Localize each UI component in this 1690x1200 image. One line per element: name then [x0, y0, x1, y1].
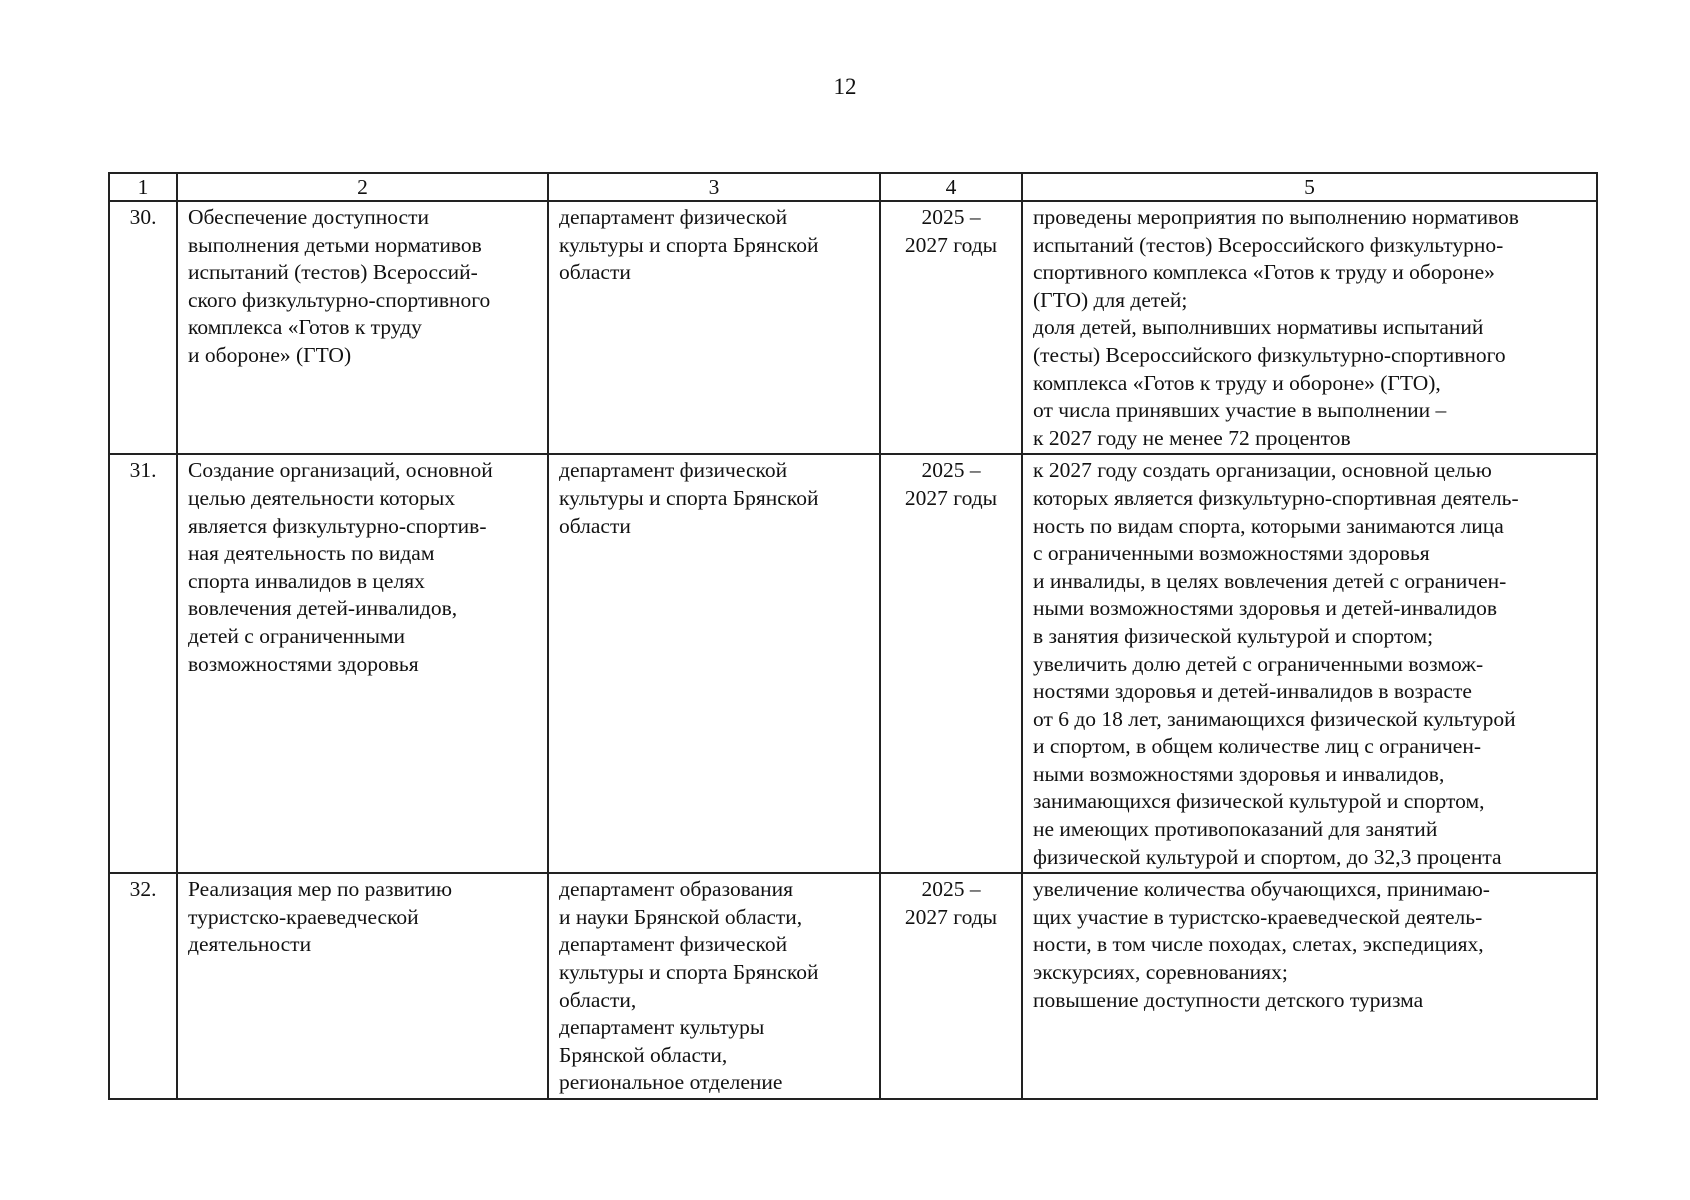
text-line: от 6 до 18 лет, занимающихся физической культурой: [1033, 706, 1516, 731]
text-line: спорта инвалидов в целях: [188, 568, 425, 593]
text-line: целью деятельности которых: [188, 485, 456, 510]
text-line: с ограниченными возможностями здоровья: [1033, 541, 1430, 566]
text-line: которых является физкультурно-спортивная деятель-: [1033, 485, 1519, 510]
text-line: области: [559, 513, 631, 538]
text-line: Обеспечение доступности: [188, 205, 429, 229]
header-cell-2: 2: [177, 173, 548, 201]
text-line: Создание организаций, основной: [188, 458, 493, 483]
text-line: туристско-краеведческой: [188, 904, 419, 929]
page-number: 12: [833, 74, 857, 99]
text-line: доля детей, выполнивших нормативы испытаний: [1033, 315, 1484, 340]
text-line: комплекса «Готов к труду: [188, 315, 422, 340]
text-line: 2025 –: [921, 205, 981, 229]
text-line: экскурсиях, соревнованиях;: [1033, 960, 1288, 985]
text-line: культуры и спорта Брянской: [559, 485, 819, 510]
text-line: 2027 годы: [904, 904, 998, 929]
period-cell: [880, 454, 1022, 873]
table-row: [109, 201, 1597, 454]
text-line: ского физкультурно-спортивного: [188, 287, 491, 312]
executor-cell: [548, 454, 880, 873]
table-body: [109, 201, 1597, 1099]
text-line: региональное отделение: [559, 1070, 783, 1095]
text-line: к 2027 году создать организации, основной целью: [1033, 458, 1492, 483]
text-line: возможностями здоровья: [188, 651, 419, 676]
text-line: ностями здоровья и детей-инвалидов в возрасте: [1033, 679, 1472, 704]
table-row: [109, 873, 1597, 1099]
result-cell: [1022, 201, 1597, 454]
text-line: 2027 годы: [904, 232, 998, 257]
text-line: культуры и спорта Брянской: [559, 232, 819, 257]
text-line: департамент физической: [559, 205, 788, 229]
measure-cell: [177, 454, 548, 873]
row-number-cell: 32.: [109, 873, 177, 1099]
header-cell-4: 4: [880, 173, 1022, 201]
text-line: спортивного комплекса «Готов к труду и обороне»: [1033, 260, 1495, 285]
text-line: культуры и спорта Брянской: [559, 960, 819, 985]
text-line: департамент культуры: [559, 1015, 765, 1040]
text-line: ными возможностями здоровья и детей-инвалидов: [1033, 596, 1498, 621]
result-cell: [1022, 454, 1597, 873]
row-number-cell: 31.: [109, 454, 177, 873]
text-line: Реализация мер по развитию: [188, 877, 453, 902]
text-line: (ГТО) для детей;: [1033, 287, 1188, 312]
document-table: [108, 172, 1598, 1100]
text-line: испытаний (тестов) Всероссий-: [188, 260, 478, 285]
text-line: департамент физической: [559, 458, 788, 483]
text-line: области: [559, 260, 631, 285]
header-row: [109, 173, 1597, 201]
table-row: [109, 454, 1597, 873]
text-line: ности, в том числе походах, слетах, экспедициях,: [1033, 932, 1484, 957]
text-line: (тесты) Всероссийского физкультурно-спортивного: [1033, 342, 1506, 367]
text-line: и обороне» (ГТО): [188, 342, 352, 367]
header-cell-1: 1: [109, 173, 177, 201]
text-line: 2025 –: [921, 877, 981, 902]
text-line: физической культурой и спортом, до 32,3 процента: [1033, 844, 1502, 869]
result-cell: [1022, 873, 1597, 1099]
text-line: 2025 –: [921, 458, 981, 483]
text-line: 2027 годы: [904, 485, 998, 510]
text-line: вовлечения детей-инвалидов,: [188, 596, 458, 621]
text-line: щих участие в туристско-краеведческой деятель-: [1033, 904, 1483, 929]
text-line: занимающихся физической культурой и спортом,: [1033, 789, 1485, 814]
text-line: ная деятельность по видам: [188, 541, 435, 566]
text-line: и науки Брянской области,: [559, 904, 803, 929]
text-line: и инвалиды, в целях вовлечения детей с ограничен-: [1033, 568, 1507, 593]
text-line: является физкультурно-спортив-: [188, 513, 487, 538]
text-line: выполнения детьми нормативов: [188, 232, 482, 257]
text-line: не имеющих противопоказаний для занятий: [1033, 817, 1438, 842]
text-line: детей с ограниченными: [188, 623, 406, 648]
header-cell-3: 3: [548, 173, 880, 201]
period-cell: [880, 201, 1022, 454]
text-line: департамент образования: [559, 877, 794, 902]
text-line: увеличение количества обучающихся, принимаю-: [1033, 877, 1490, 902]
text-line: комплекса «Готов к труду и обороне» (ГТО),: [1033, 370, 1441, 395]
text-line: ность по видам спорта, которыми занимаются лица: [1033, 513, 1504, 538]
executor-cell: [548, 201, 880, 454]
period-cell: [880, 873, 1022, 1099]
text-line: области,: [559, 987, 637, 1012]
text-line: от числа принявших участие в выполнении –: [1033, 398, 1447, 423]
text-line: увеличить долю детей с ограниченными возмож-: [1033, 651, 1484, 676]
row-number-cell: 30.: [109, 201, 177, 454]
text-line: к 2027 году не менее 72 процентов: [1033, 425, 1351, 450]
text-line: испытаний (тестов) Всероссийского физкультурно-: [1033, 232, 1504, 257]
text-line: Брянской области,: [559, 1042, 728, 1067]
text-line: повышение доступности детского туризма: [1033, 987, 1424, 1012]
measure-cell: [177, 201, 548, 454]
text-line: и спортом, в общем количестве лиц с ограничен-: [1033, 734, 1482, 759]
text-line: проведены мероприятия по выполнению нормативов: [1033, 205, 1519, 229]
text-line: ными возможностями здоровья и инвалидов,: [1033, 761, 1445, 786]
text-line: департамент физической: [559, 932, 788, 957]
executor-cell: [548, 873, 880, 1099]
measure-cell: [177, 873, 548, 1099]
text-line: в занятия физической культурой и спортом;: [1033, 623, 1434, 648]
text-line: деятельности: [188, 932, 312, 957]
header-cell-5: 5: [1022, 173, 1597, 201]
